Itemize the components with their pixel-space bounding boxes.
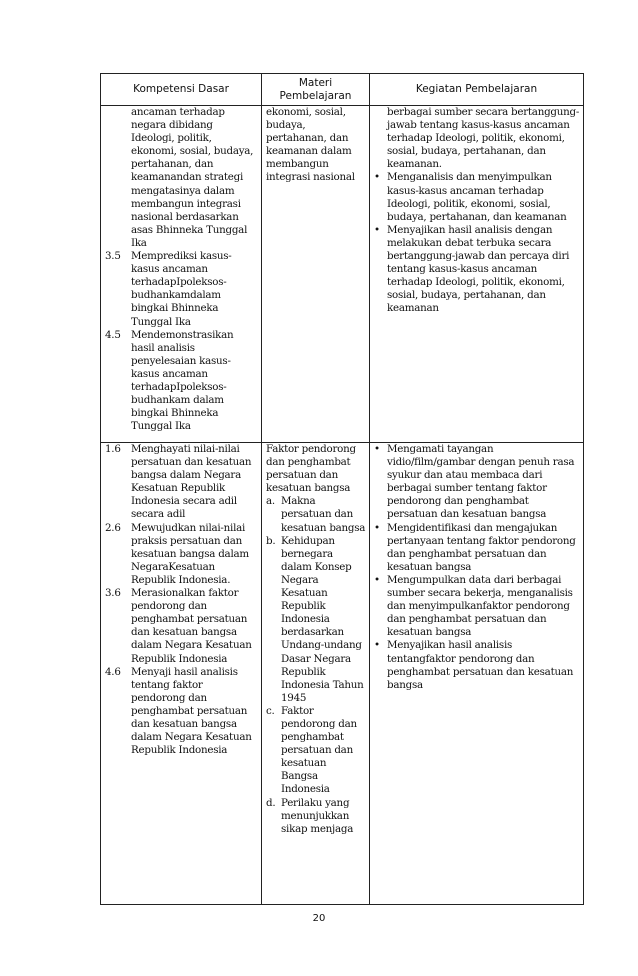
kd-item — [105, 666, 258, 758]
materi-item — [266, 495, 366, 534]
kegiatan-item — [374, 639, 580, 691]
kegiatan-text: Menyajikan hasil analisis tentangfaktor pendorong dan penghambat persatuan dan kesatuan bangsa — [387, 639, 574, 691]
kegiatan-item — [374, 522, 580, 574]
bullet-icon: • — [374, 443, 380, 455]
bullet-icon: • — [374, 223, 380, 236]
kd-item — [105, 522, 258, 587]
materi-item — [266, 535, 366, 705]
kegiatan-text: Menyajikan hasil analisis dengan melakukan debat terbuka secara bertanggung-jawab dan percaya diri tentang kasus-kasus ancaman terhadap Ideologi, politik, ekonomi, sosial, budaya, pertahanan, dan keamanan — [387, 223, 570, 315]
kegiatan-continued-text: berbagai sumber secara bertanggung-jawab tentang kasus-kasus ancaman terhadap Ideologi, politik, ekonomi, sosial, budaya, pertahanan, dan keamanan. — [387, 106, 580, 171]
kegiatan-item — [374, 171, 580, 223]
kegiatan-text: Mengumpulkan data dari berbagai sumber secara bekerja, menganalisis dan menyimpulkanfaktor pendorong dan penghambat persatuan dan kesatuan bangsa — [387, 573, 573, 639]
materi-item — [266, 797, 366, 836]
materi-letter: d. — [266, 796, 276, 809]
kd-number: 3.5 — [105, 250, 121, 263]
kd-text: Mendemonstrasikan hasil analisis penyelesaian kasus-kasus ancaman terhadapIpoleksos-budhankam dalam bingkai Bhinneka Tunggal Ika — [131, 328, 234, 433]
materi-item — [266, 705, 366, 797]
materi-cell — [262, 443, 370, 905]
materi-letter: a. — [266, 495, 275, 508]
kd-number: 4.5 — [105, 328, 121, 341]
materi-item-text: Faktor pendorong dan penghambat persatuan dan kesatuan Bangsa Indonesia — [281, 704, 357, 796]
materi-text: ekonomi, sosial, budaya, pertahanan, dan keamanan dalam membangun integrasi nasional — [266, 106, 355, 184]
kd-number: 1.6 — [105, 443, 121, 455]
kompetensi-cell — [101, 443, 262, 905]
bullet-icon: • — [374, 573, 380, 586]
kd-text: Merasionalkan faktor pendorong dan penghambat persatuan dan kesatuan bangsa dalam Negara Kesatuan Republik Indonesia — [131, 587, 252, 665]
kd-number: 2.6 — [105, 521, 121, 534]
table-header-row — [101, 74, 584, 106]
page-number: 20 — [312, 913, 326, 924]
materi-item-text: Perilaku yang menunjukkan sikap menjaga — [281, 796, 354, 835]
header-materi-pembelajaran: Materi Pembelajaran — [262, 74, 370, 106]
materi-item-text: Makna persatuan dan kesatuan bangsa — [281, 495, 366, 534]
kd-text: Menghayati nilai-nilai persatuan dan kesatuan bangsa dalam Negara Kesatuan Republik Indonesia secara adil secara adil — [131, 443, 252, 521]
kd-item — [105, 250, 258, 329]
kegiatan-item — [374, 574, 580, 639]
curriculum-table — [100, 73, 584, 905]
kd-item — [105, 587, 258, 666]
kd-text: Mewujudkan nilai-nilai praksis persatuan dan kesatuan bangsa dalam NegaraKesatuan Republik Indonesia. — [131, 521, 249, 586]
kegiatan-text: Mengidentifikasi dan mengajukan pertanyaan tentang faktor pendorong dan penghambat persatuan dan kesatuan bangsa — [387, 521, 576, 573]
kegiatan-cell — [370, 106, 584, 443]
materi-letter: c. — [266, 704, 275, 717]
kegiatan-text: Mengamati tayangan vidio/film/gambar dengan penuh rasa syukur dan atau membaca dari berbagai sumber tentang faktor pendorong dan penghambat persatuan dan kesatuan bangsa — [387, 443, 575, 521]
header-kegiatan-pembelajaran: Kegiatan Pembelajaran — [370, 74, 584, 106]
kd-number: 3.6 — [105, 587, 121, 600]
kegiatan-cell — [370, 443, 584, 905]
kd-continued-text: ancaman terhadap negara dibidang Ideologi, politik, ekonomi, sosial, budaya, pertahanan, dan keamanandan strategi mengatasinya dalam membangun integrasi nasional berdasarkan asas Bhinneka Tunggal Ika — [131, 106, 254, 249]
table-row — [101, 106, 584, 443]
bullet-icon: • — [374, 521, 380, 534]
kd-item — [105, 443, 258, 522]
bullet-icon: • — [374, 171, 380, 184]
materi-item-text: Kehidupan bernegara dalam Konsep Negara Kesatuan Republik Indonesia berdasarkan Undang-undang Dasar Negara Republik Indonesia Tahun 1945 — [281, 534, 364, 704]
materi-cell — [262, 106, 370, 443]
kompetensi-cell — [101, 106, 262, 443]
table-row — [101, 443, 584, 905]
kd-number: 4.6 — [105, 665, 121, 678]
kegiatan-item — [374, 443, 580, 522]
kd-item — [105, 329, 258, 434]
materi-intro: Faktor pendorong dan penghambat persatuan dan kesatuan bangsa — [266, 443, 356, 495]
materi-letter: b. — [266, 534, 276, 547]
bullet-icon: • — [374, 639, 380, 652]
kd-text: Memprediksi kasus-kasus ancaman terhadapIpoleksos-budhankamdalam bingkai Bhinneka Tunggal Ika — [131, 250, 232, 328]
kegiatan-item — [374, 224, 580, 316]
kd-text: Menyaji hasil analisis tentang faktor pendorong dan penghambat persatuan dan kesatuan bangsa dalam Negara Kesatuan Republik Indonesia — [131, 665, 252, 757]
kegiatan-text: Menganalisis dan menyimpulkan kasus-kasus ancaman terhadap Ideologi, politik, ekonomi, sosial, budaya, pertahanan, dan keamanan — [387, 171, 567, 223]
header-kompetensi-dasar: Kompetensi Dasar — [101, 74, 262, 106]
